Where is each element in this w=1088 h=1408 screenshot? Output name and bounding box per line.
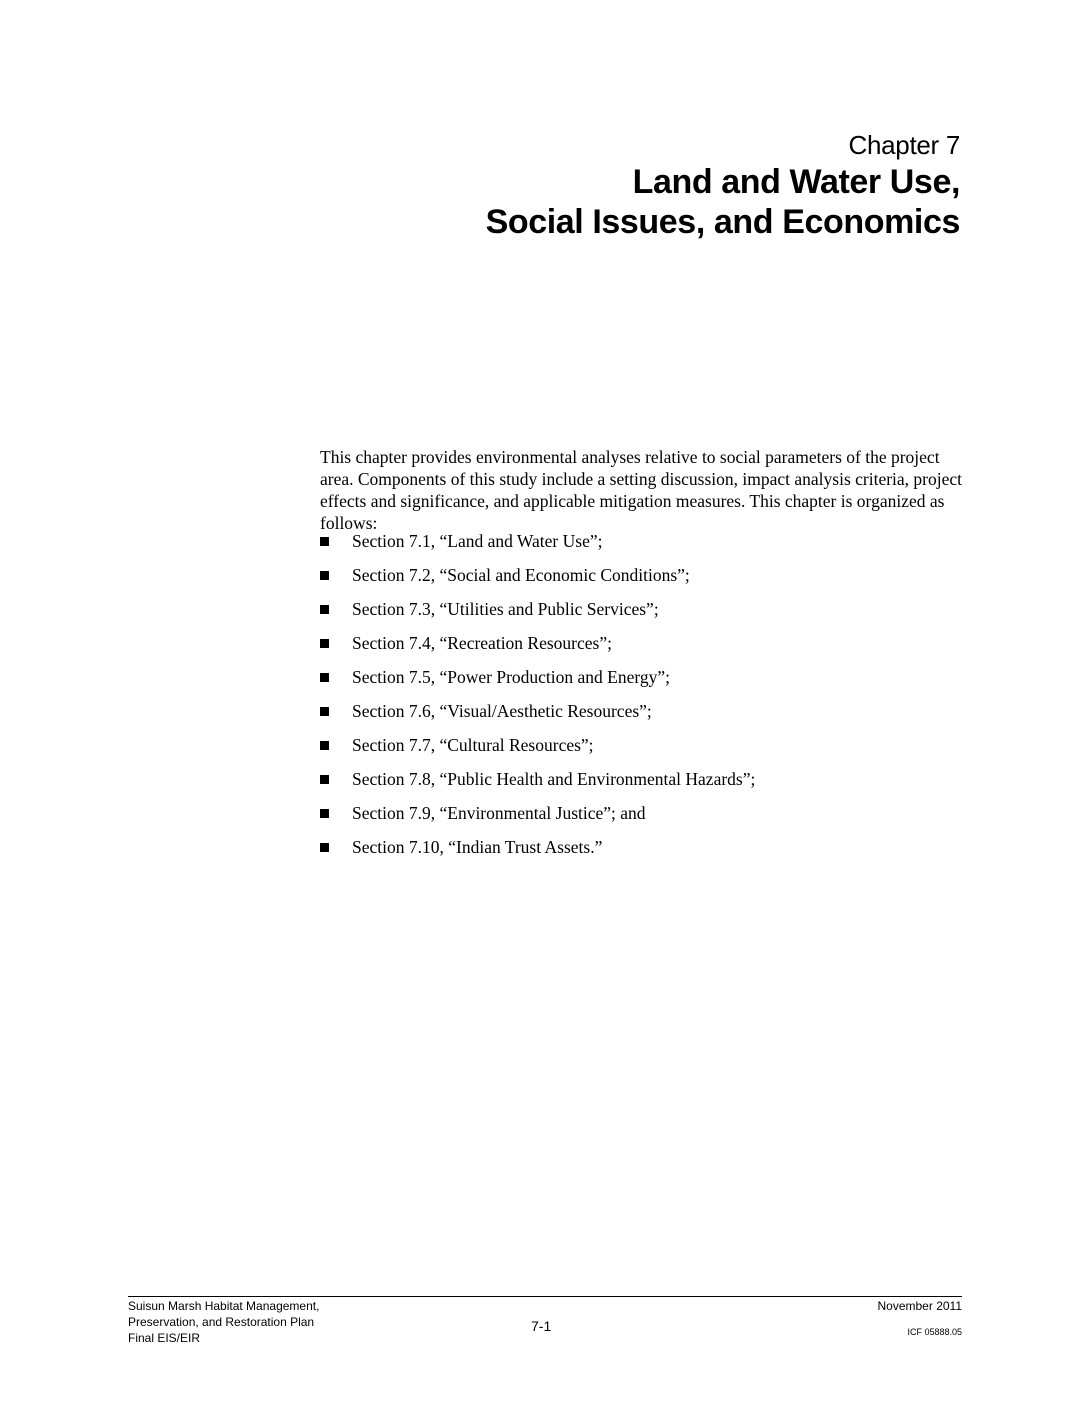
list-item <box>320 768 755 802</box>
list-item-text: Section 7.9, “Environmental Justice”; and <box>352 803 646 823</box>
chapter-label: Chapter 7 <box>848 130 960 160</box>
square-bullet-icon <box>320 571 329 580</box>
chapter-title-line-1: Land and Water Use, <box>632 163 960 201</box>
square-bullet-icon <box>320 639 329 648</box>
square-bullet-icon <box>320 809 329 818</box>
footer-date: November 2011 <box>877 1299 962 1313</box>
chapter-title-line-2: Social Issues, and Economics <box>485 203 960 241</box>
list-item <box>320 734 755 768</box>
list-item-text: Section 7.3, “Utilities and Public Services”; <box>352 599 659 619</box>
footer-document-title <box>128 1298 319 1346</box>
list-item <box>320 802 755 836</box>
chapter-header <box>486 128 960 242</box>
list-item <box>320 836 755 870</box>
list-item <box>320 700 755 734</box>
square-bullet-icon <box>320 843 329 852</box>
footer-title-line-1: Suisun Marsh Habitat Management, <box>128 1299 320 1313</box>
list-item-text: Section 7.7, “Cultural Resources”; <box>352 735 594 755</box>
list-item-text: Section 7.2, “Social and Economic Conditions”; <box>352 565 690 585</box>
intro-paragraph: This chapter provides environmental analyses relative to social parameters of the project area. Components of this study include a setting discussion, impact analysis criteria, project effects and significance, and applicable mitigation measures. This chapter is organized as follows: <box>320 446 963 533</box>
list-item <box>320 666 755 700</box>
square-bullet-icon <box>320 707 329 716</box>
list-item <box>320 530 755 564</box>
page-number: 7-1 <box>531 1318 552 1334</box>
list-item-text: Section 7.4, “Recreation Resources”; <box>352 633 612 653</box>
square-bullet-icon <box>320 775 329 784</box>
list-item-text: Section 7.8, “Public Health and Environmental Hazards”; <box>352 769 756 789</box>
list-item <box>320 564 755 598</box>
list-item-text: Section 7.5, “Power Production and Energy”; <box>352 667 671 687</box>
list-item <box>320 598 755 632</box>
section-list <box>320 530 755 870</box>
list-item-text: Section 7.10, “Indian Trust Assets.” <box>352 837 603 857</box>
square-bullet-icon <box>320 605 329 614</box>
list-item <box>320 632 755 666</box>
footer-project-code: ICF 05888.05 <box>907 1327 962 1337</box>
footer-divider <box>128 1296 962 1297</box>
list-item-text: Section 7.6, “Visual/Aesthetic Resources”; <box>352 701 652 721</box>
list-item-text: Section 7.1, “Land and Water Use”; <box>352 531 603 551</box>
square-bullet-icon <box>320 673 329 682</box>
square-bullet-icon <box>320 741 329 750</box>
footer-title-line-3: Final EIS/EIR <box>128 1331 201 1345</box>
square-bullet-icon <box>320 537 329 546</box>
footer-title-line-2: Preservation, and Restoration Plan <box>128 1315 315 1329</box>
footer-right-block <box>878 1298 963 1338</box>
